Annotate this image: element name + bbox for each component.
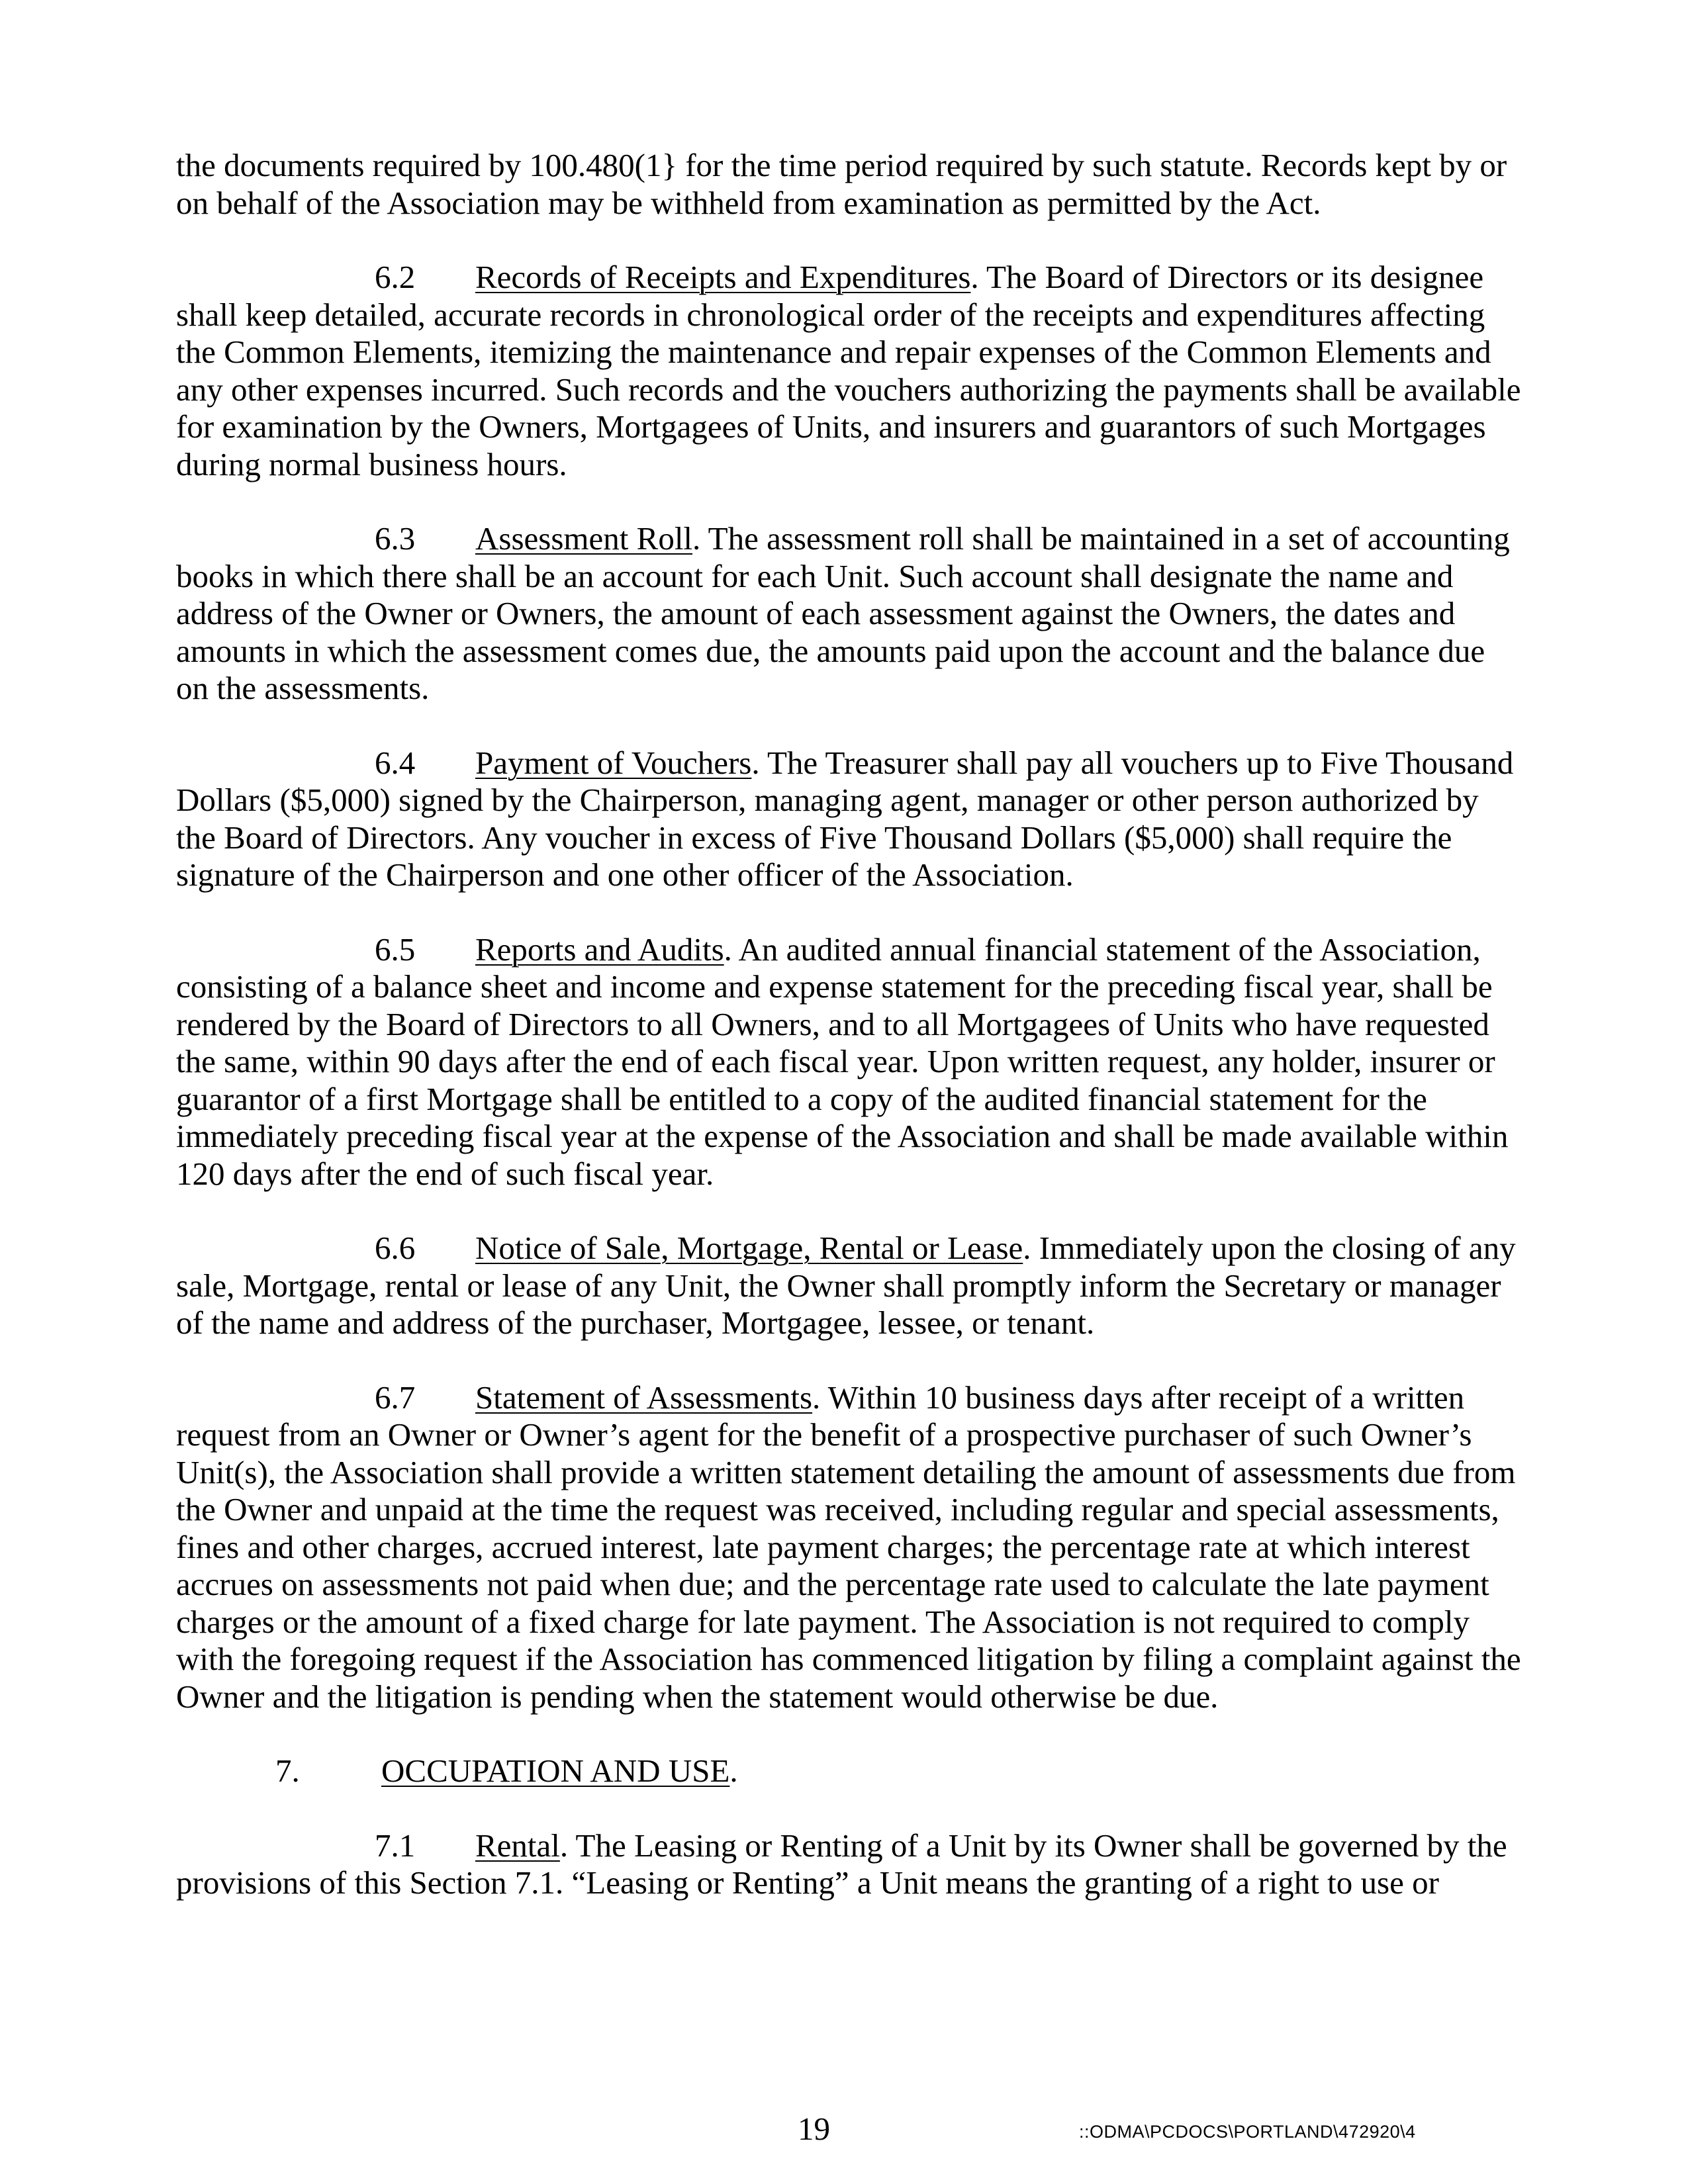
page-number: 19 bbox=[798, 2111, 830, 2147]
section-number: 6.2 bbox=[375, 259, 416, 295]
section-number: 6.3 bbox=[375, 520, 416, 557]
document-body bbox=[176, 147, 1524, 1939]
section-body: Within 10 business days after receipt of a written request from an Owner or Owner’s agent for the benefit of a prospective purchaser of such Owner’s Unit(s), the Association shall provide a written statement detailing the amount of assessments due from the Owner and unpaid at the time the request was received, including regular and special assessments, fines and other charges, accrued interest, late payment charges; the percentage rate at which interest accrues on assessments not paid when due; and the percentage rate used to calculate the late payment charges or the amount of a fixed charge for late payment. The Association is not required to comply with the foregoing request if the Association has commenced litigation by filing a complaint against the Owner and the litigation is pending when the statement would otherwise be due. bbox=[176, 1379, 1521, 1715]
section-title: Reports and Audits bbox=[475, 931, 724, 968]
section-body: The Board of Directors or its designee shall keep detailed, accurate records in chronological order of the receipts and expenditures affecting the Common Elements, itemizing the maintenance and repair expenses of the Common Elements and any other expenses incurred. Such records and the vouchers authorizing the payments shall be available for examination by the Owners, Mortgagees of Units, and insurers and guarantors of such Mortgages during normal business hours. bbox=[176, 259, 1521, 482]
section-body: The Treasurer shall pay all vouchers up to Five Thousand Dollars ($5,000) signed by the Chairperson, managing agent, manager or other person authorized by the Board of Directors. Any voucher in excess of Five Thousand Dollars ($5,000) shall require the signature of the Chairperson and one other officer of the Association. bbox=[176, 744, 1514, 893]
section-number: 6.5 bbox=[375, 931, 416, 968]
section-title: Statement of Assessments bbox=[475, 1379, 813, 1416]
document-code: ::ODMA\PCDOCS\PORTLAND\472920\4 bbox=[1079, 2122, 1416, 2142]
section-6-6: 6.6 Notice of Sale, Mortgage, Rental or Lease. Immediately upon the closing of any sale, Mortgage, rental or lease of any Unit, the Owner shall promptly inform the Secretary or manager of the name and address of the purchaser, Mortgagee, lessee, or tenant. bbox=[176, 1230, 1516, 1341]
section-title: Assessment Roll bbox=[475, 520, 693, 557]
section-title: Payment of Vouchers bbox=[475, 744, 752, 781]
heading-number: 7. bbox=[275, 1752, 300, 1789]
section-number: 7.1 bbox=[375, 1827, 416, 1864]
heading-title: OCCUPATION AND USE bbox=[381, 1752, 730, 1789]
section-6-4: 6.4 Payment of Vouchers. The Treasurer shall pay all vouchers up to Five Thousand Dollars ($5,000) signed by the Chairperson, managing agent, manager or other person authorized by the Board of Directors. Any voucher in excess of Five Thousand Dollars ($5,000) shall require the signature of the Chairperson and one other officer of the Association. bbox=[176, 744, 1514, 893]
section-body: The assessment roll shall be maintained in a set of accounting books in which there shall be an account for each Unit. Such account shall designate the name and address of the Owner or Owners, the amount of each assessment against the Owners, the dates and amounts in which the assessment comes due, the amounts paid upon the account and the balance due on the assessments. bbox=[176, 520, 1510, 706]
section-title: Records of Receipts and Expenditures bbox=[475, 259, 971, 295]
section-title: Rental bbox=[475, 1827, 560, 1864]
section-number: 6.6 bbox=[375, 1230, 416, 1266]
section-body: An audited annual financial statement of the Association, consisting of a balance sheet and income and expense statement for the preceding fiscal year, shall be rendered by the Board of Directors to all Owners, and to all Mortgagees of Units who have requested the same, within 90 days after the end of each fiscal year. Upon written request, any holder, insurer or guarantor of a first Mortgage shall be entitled to a copy of the audited financial statement for the immediately preceding fiscal year at the expense of the Association and shall be made available within 120 days after the end of such fiscal year. bbox=[176, 931, 1509, 1192]
section-title: Notice of Sale, Mortgage, Rental or Lease bbox=[475, 1230, 1023, 1266]
section-6-7: 6.7 Statement of Assessments. Within 10 business days after receipt of a written request from an Owner or Owner’s agent for the benefit of a prospective purchaser of such Owner’s Unit(s), the Association shall provide a written statement detailing the amount of assessments due from the Owner and unpaid at the time the request was received, including regular and special assessments, fines and other charges, accrued interest, late payment charges; the percentage rate at which interest accrues on assessments not paid when due; and the percentage rate used to calculate the late payment charges or the amount of a fixed charge for late payment. The Association is not required to comply with the foregoing request if the Association has commenced litigation by filing a complaint against the Owner and the litigation is pending when the statement would otherwise be due. bbox=[176, 1379, 1521, 1715]
section-6-5: 6.5 Reports and Audits. An audited annual financial statement of the Association, consisting of a balance sheet and income and expense statement for the preceding fiscal year, shall be rendered by the Board of Directors to all Owners, and to all Mortgagees of Units who have requested the same, within 90 days after the end of each fiscal year. Upon written request, any holder, insurer or guarantor of a first Mortgage shall be entitled to a copy of the audited financial statement for the immediately preceding fiscal year at the expense of the Association and shall be made available within 120 days after the end of such fiscal year. bbox=[176, 931, 1509, 1192]
section-6-3: 6.3 Assessment Roll. The assessment roll shall be maintained in a set of accounting books in which there shall be an account for each Unit. Such account shall designate the name and address of the Owner or Owners, the amount of each assessment against the Owners, the dates and amounts in which the assessment comes due, the amounts paid upon the account and the balance due on the assessments. bbox=[176, 520, 1510, 706]
section-6-2: 6.2 Records of Receipts and Expenditures. The Board of Directors or its designee shall keep detailed, accurate records in chronological order of the receipts and expenditures affecting the Common Elements, itemizing the maintenance and repair expenses of the Common Elements and any other expenses incurred. Such records and the vouchers authorizing the payments shall be available for examination by the Owners, Mortgagees of Units, and insurers and guarantors of such Mortgages during normal business hours. bbox=[176, 259, 1521, 482]
intro-paragraph: the documents required by 100.480(1} for the time period required by such statute. Records kept by or on behalf of the Association may be withheld from examination as permitted by the Act. bbox=[176, 147, 1507, 221]
section-body: The Leasing or Renting of a Unit by its Owner shall be governed by the provisions of this Section 7.1. “Leasing or Renting” a Unit means the granting of a right to use or bbox=[176, 1827, 1507, 1901]
section-7-1: 7.1 Rental. The Leasing or Renting of a Unit by its Owner shall be governed by the provisions of this Section 7.1. “Leasing or Renting” a Unit means the granting of a right to use or bbox=[176, 1827, 1507, 1901]
section-body: Immediately upon the closing of any sale, Mortgage, rental or lease of any Unit, the Owner shall promptly inform the Secretary or manager of the name and address of the purchaser, Mortgagee, lessee, or tenant. bbox=[176, 1230, 1516, 1341]
section-7-heading: 7. OCCUPATION AND USE. bbox=[275, 1752, 738, 1789]
section-number: 6.7 bbox=[375, 1379, 416, 1416]
section-number: 6.4 bbox=[375, 744, 416, 781]
